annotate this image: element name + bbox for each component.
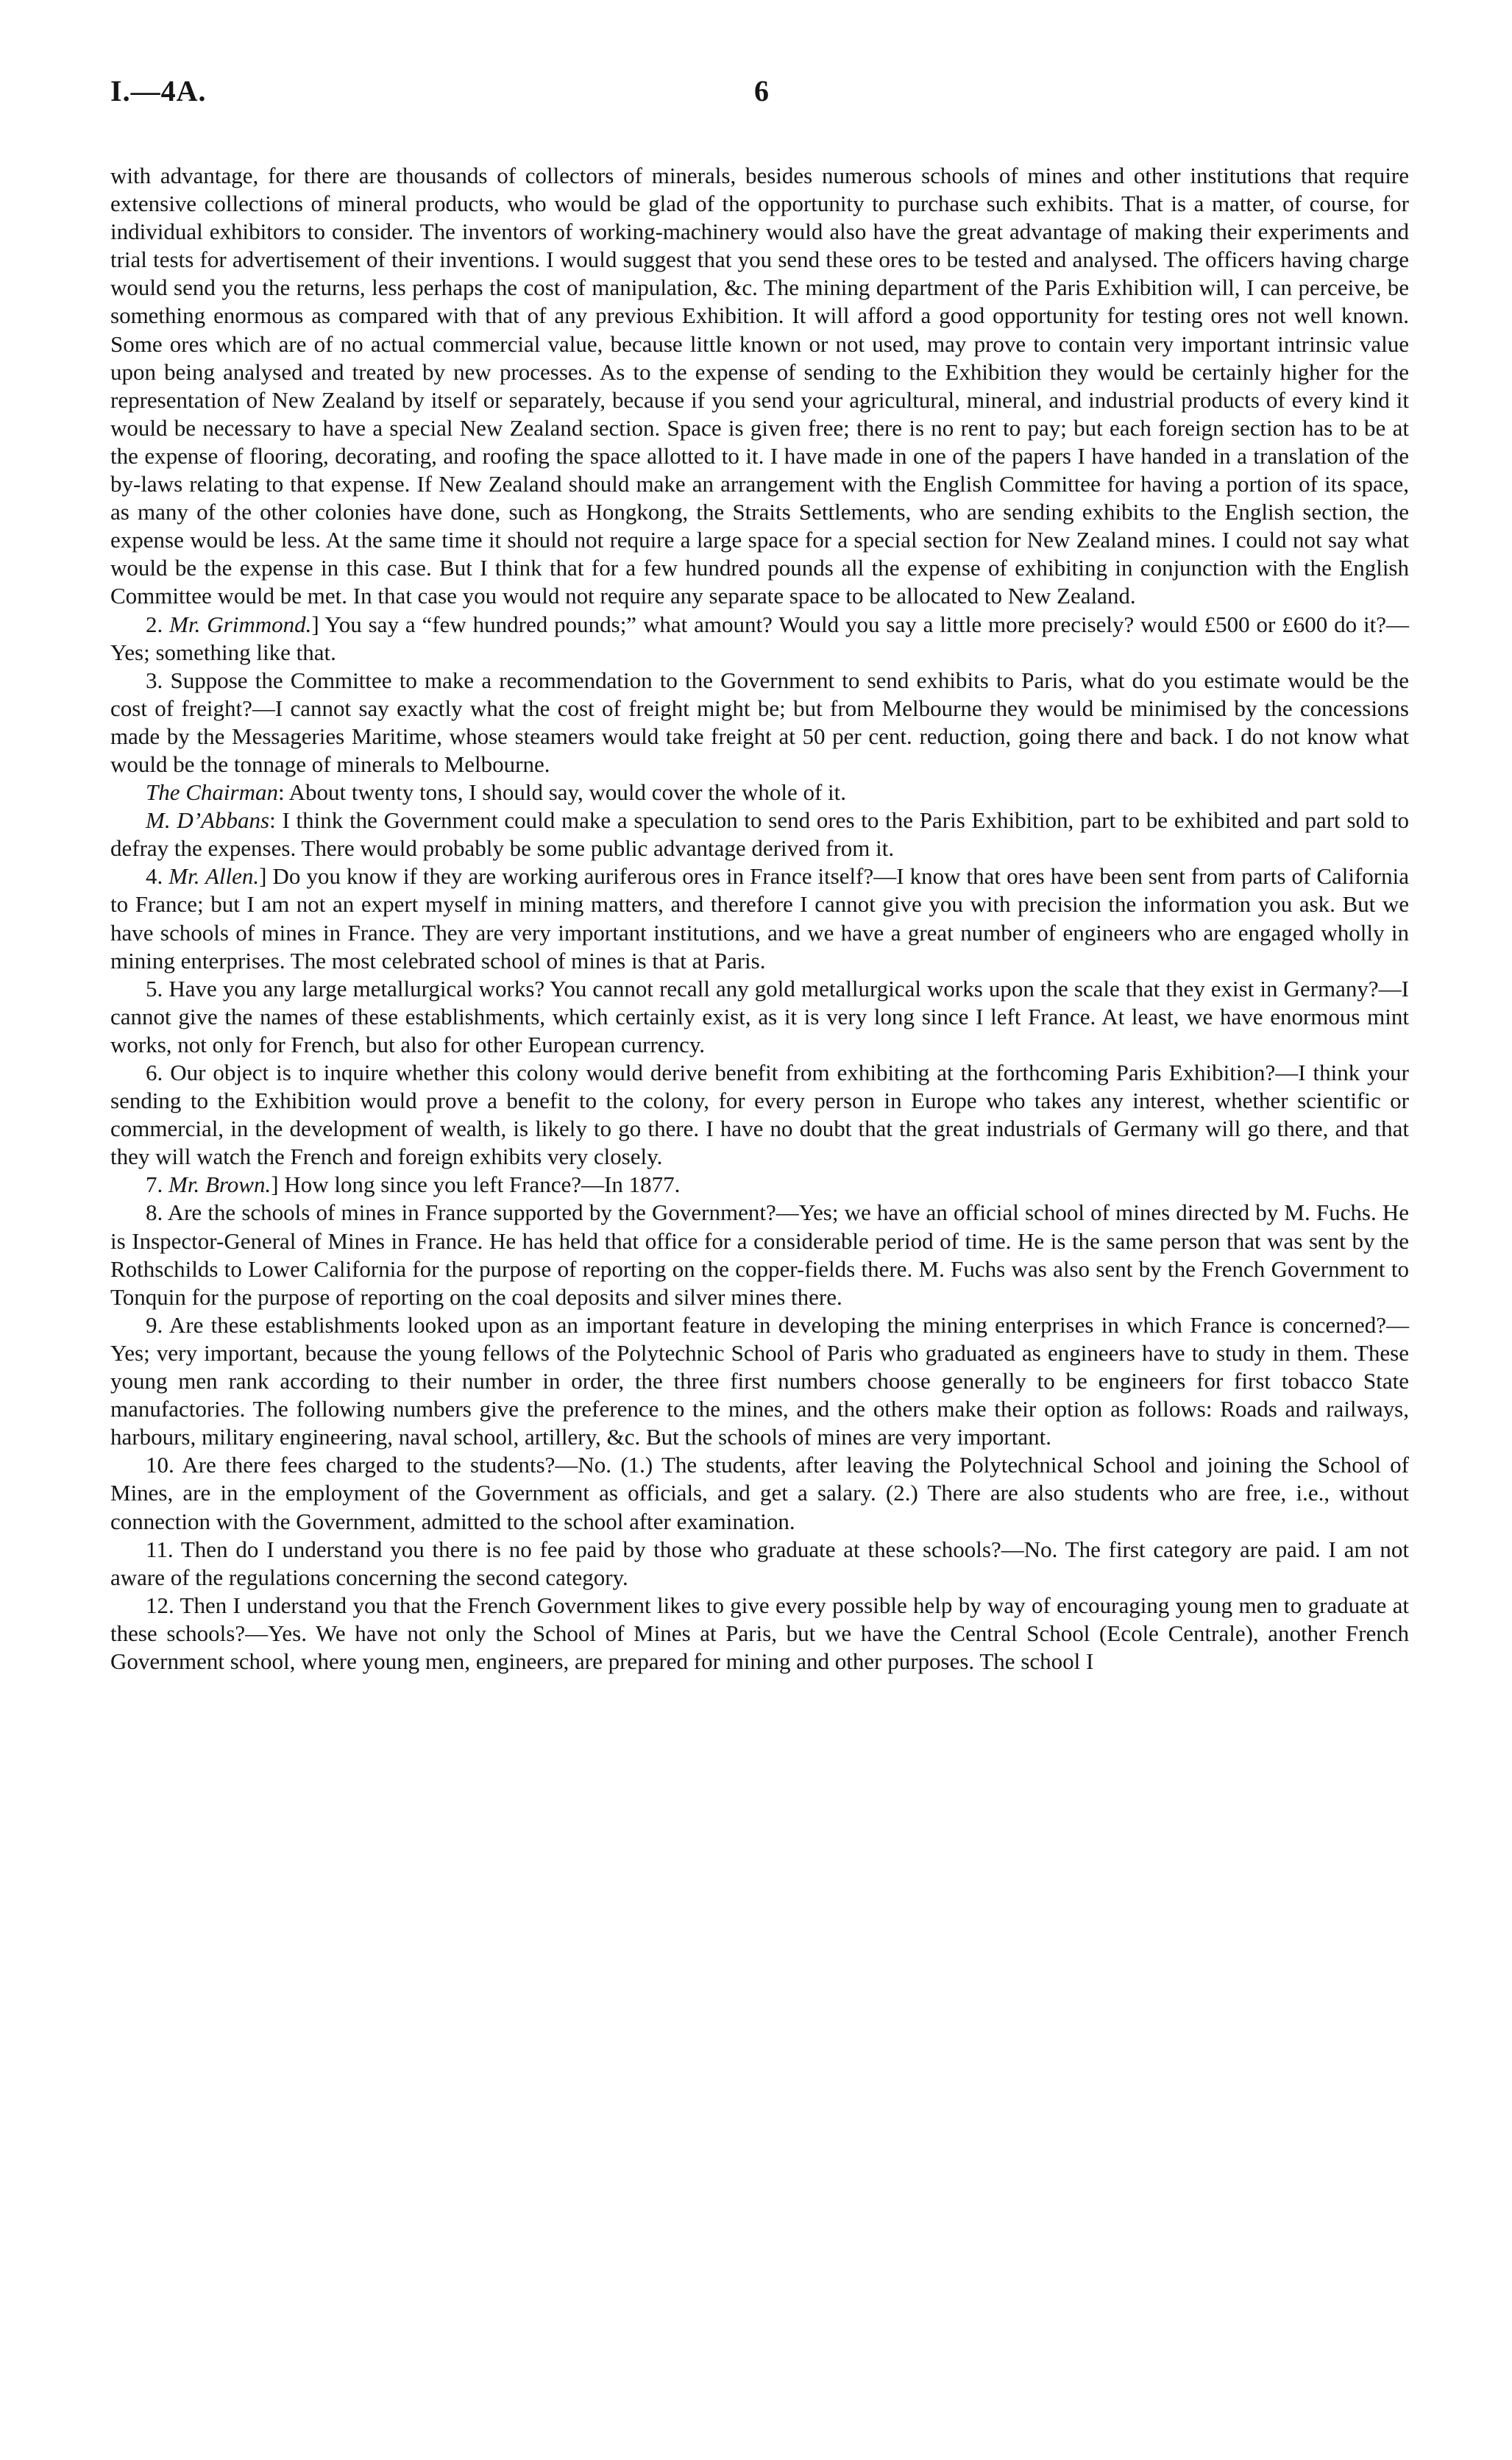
speaker-name: Mr. Brown. bbox=[168, 1171, 271, 1198]
paragraph-text: : About twenty tons, I should say, would cover the whole of it. bbox=[278, 779, 847, 806]
body-text bbox=[110, 162, 1409, 1676]
question-number: 8. bbox=[146, 1199, 168, 1226]
question-number: 4. bbox=[146, 863, 169, 890]
chairman-remark bbox=[110, 779, 1409, 807]
question-10 bbox=[110, 1451, 1409, 1535]
paragraph-text: Suppose the Committee to make a recommendation to the Government to send exhibits to Paris, what do you estimate would be the cost of freight?—I cannot say exactly what the cost of freight might be; but from Melbourne they would be minimised by the concessions made by the Messageries Maritime, whose steamers would take freight at 50 per cent. reduction, going there and back. I do not know what would be the tonnage of minerals to Melbourne. bbox=[110, 667, 1410, 777]
paragraph-continuation bbox=[110, 162, 1409, 611]
question-number: 11. bbox=[146, 1536, 181, 1562]
question-8 bbox=[110, 1199, 1409, 1311]
paragraph-text: Are there fees charged to the students?—No. (1.) The students, after leaving the Polytechnical School and joining the School of Mines, are in the employment of the Government as officials, and get a salary. (2.) There are also students who are free, i.e., without connection with the Government, admitted to the school after examination. bbox=[110, 1452, 1409, 1534]
paragraph-text: Then I understand you that the French Government likes to give every possible help by way of encouraging young men to graduate at these schools?—Yes. We have not only the School of Mines at Paris, but we have the Central School (Ecole Centrale), another French Government school, where young men, engineers, are prepared for mining and other purposes. The school I bbox=[110, 1592, 1409, 1674]
speaker-name: M. D’Abbans bbox=[146, 807, 270, 834]
paragraph-text: : I think the Government could make a speculation to send ores to the Paris Exhibition, part to be exhibited and part sold to defray the expenses. There would probably be some public advantage derived from it. bbox=[110, 807, 1409, 862]
speaker-name: Mr. Allen. bbox=[168, 863, 260, 890]
question-number: 2. bbox=[146, 611, 170, 637]
paragraph-text: Are the schools of mines in France supported by the Government?—Yes; we have an official school of mines directed by M. Fuchs. He is Inspector-General of Mines in France. He has held that office for a considerable period of time. He is the same person that was sent by the Rothschilds to Lower California for the purpose of reporting on the copper-fields there. M. Fuchs was also sent by the French Government to Tonquin for the purpose of reporting on the coal deposits and silver mines there. bbox=[110, 1199, 1410, 1310]
question-number: 9. bbox=[146, 1311, 169, 1338]
question-number: 5. bbox=[146, 975, 169, 1002]
speaker-name: Mr. Grimmond. bbox=[169, 611, 312, 637]
question-11 bbox=[110, 1536, 1409, 1592]
paragraph-text: with advantage, for there are thousands of collectors of minerals, besides numerous schools of mines and other institutions that require extensive collections of mineral products, who would be glad of the opportunity to purchase such exhibits. That is a matter, of course, for individual exhibitors to consider. The inventors of working-machinery would also have the great advantage of making their experiments and trial tests for advertisement of their inventions. I would suggest that you send these ores to be tested and analysed. The officers having charge would send you the returns, less perhaps the cost of manipulation, &c. The mining department of the Paris Exhibition will, I can perceive, be something enormous as compared with that of any previous Exhibition. It will afford a good opportunity for testing ores not well known. Some ores which are of no actual commercial value, because little known or not used, may prove to contain very important intrinsic value upon being analysed and treated by new processes. As to the expense of sending to the Exhibition they would be certainly higher for the representation of New Zealand by itself or separately, because if you send your agricultural, mineral, and industrial products of every kind it would be necessary to have a special New Zealand section. Space is given free; there is no rent to pay; but each foreign section has to be at the expense of flooring, decorating, and roofing the space allotted to it. I have made in one of the papers I have handed in a translation of the by-laws relating to that expense. If New Zealand should make an arrangement with the English Committee for having a portion of its space, as many of the other colonies have done, such as Hongkong, the Straits Settlements, who are sending exhibits to the English section, the expense would be less. At the same time it should not require a large space for a special section for New Zealand mines. I could not say what would be the expense in this case. But I think that for a few hundred pounds all the expense of exhibiting in conjunction with the English Committee would be met. In that case you would not require any separate space to be allocated to New Zealand. bbox=[110, 163, 1409, 609]
question-2 bbox=[110, 611, 1409, 667]
page-number: 6 bbox=[754, 74, 769, 107]
question-7 bbox=[110, 1171, 1409, 1199]
question-6 bbox=[110, 1059, 1409, 1171]
question-number: 7. bbox=[146, 1171, 168, 1198]
paragraph-text: ] Do you know if they are working auriferous ores in France itself?—I know that ores have been sent from parts of California to France; but I am not an expert myself in mining matters, and therefore I cannot give you with precision the information you ask. But we have schools of mines in France. They are very important institutions, and we have a great number of engineers who are engaged wholly in mining enterprises. The most celebrated school of mines is that at Paris. bbox=[110, 863, 1410, 974]
question-9 bbox=[110, 1311, 1409, 1451]
question-12 bbox=[110, 1592, 1409, 1676]
paragraph-text: Are these establishments looked upon as an important feature in developing the mining enterprises in which France is concerned?—Yes; very important, because the young fellows of the Polytechnic School of Paris who graduated as engineers have to study in them. These young men rank according to their number in order, the three first numbers choose generally to be engineers for first tobacco State manufactories. The following numbers give the preference to the mines, and the others make their option as follows: Roads and railways, harbours, military engineering, naval school, artillery, &c. But the schools of mines are very important. bbox=[110, 1311, 1409, 1450]
paragraph-text: Have you any large metallurgical works? You cannot recall any gold metallurgical works upon the scale that they exist in Germany?—I cannot give the names of these establishments, which certainly exist, as it is very long since I left France. At least, we have enormous mint works, not only for French, but also for other European currency. bbox=[110, 975, 1409, 1057]
question-number: 12. bbox=[146, 1592, 180, 1618]
question-number: 10. bbox=[146, 1452, 182, 1478]
document-reference: I.—4A. bbox=[110, 74, 207, 107]
question-number: 3. bbox=[146, 667, 171, 693]
question-5 bbox=[110, 975, 1409, 1059]
speaker-name: The Chairman bbox=[146, 779, 278, 806]
paragraph-text: Our object is to inquire whether this colony would derive benefit from exhibiting at the forthcoming Paris Exhibition?—I think your sending to the Exhibition would prove a benefit to the colony, for every person in Europe who takes any interest, whether scientific or commercial, in the development of wealth, is likely to go there. I have no doubt that the great industrials of Germany will go there, and that they will watch the French and foreign exhibits very closely. bbox=[110, 1060, 1410, 1170]
question-4 bbox=[110, 862, 1409, 974]
paragraph-text: ] You say a “few hundred pounds;” what amount? Would you say a little more precisely? would £500 or £600 do it?—Yes; something like that. bbox=[110, 611, 1409, 665]
paragraph-text: ] How long since you left France?—In 1877. bbox=[271, 1171, 681, 1198]
question-number: 6. bbox=[146, 1060, 171, 1085]
question-3 bbox=[110, 667, 1409, 779]
page-header bbox=[110, 74, 1409, 125]
dabbans-remark bbox=[110, 807, 1409, 862]
paragraph-text: Then do I understand you there is no fee paid by those who graduate at these schools?—No. The first category are paid. I am not aware of the regulations concerning the second category. bbox=[110, 1536, 1409, 1590]
